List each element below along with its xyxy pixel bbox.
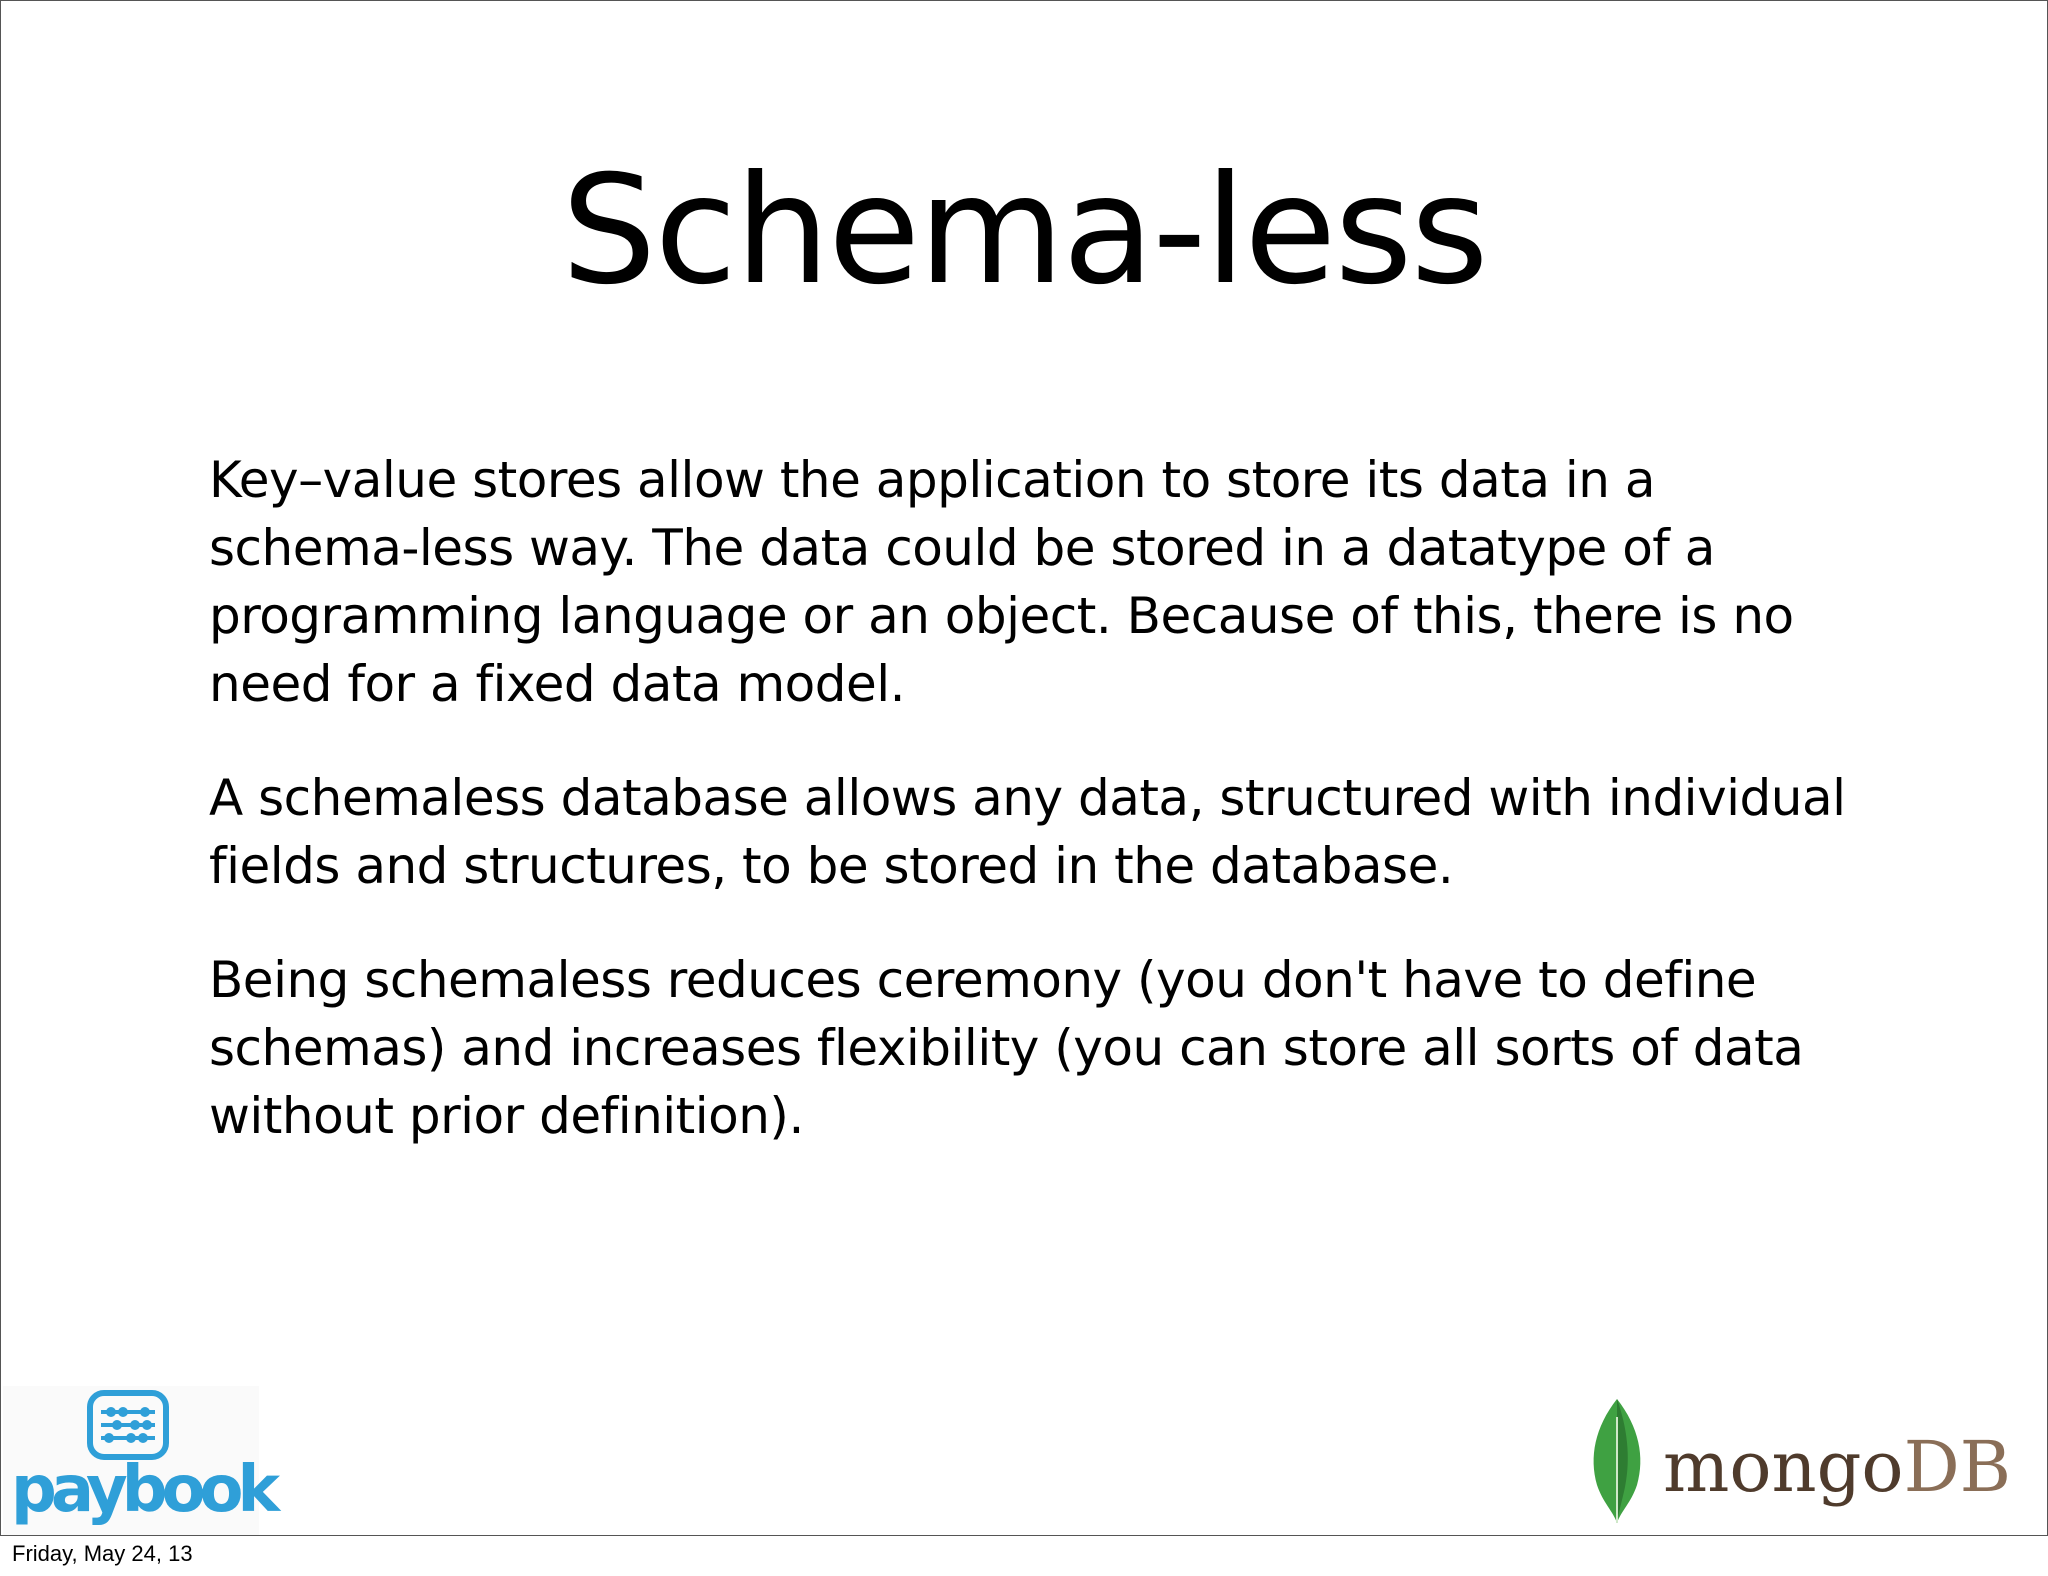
- mongodb-wordmark-db: DB: [1903, 1426, 2012, 1508]
- slide-body: [209, 446, 1849, 1196]
- paragraph-schemaless-database: A schemaless database allows any data, structured with individual fields and structures, to be stored in the database.: [209, 769, 1846, 895]
- mongodb-wordmark-mongo: mongo: [1663, 1426, 1904, 1508]
- mongodb-logo: [1587, 1391, 2027, 1531]
- leaf-icon: [1587, 1397, 1647, 1525]
- paybook-logo: [3, 1386, 275, 1536]
- footer-date: Friday, May 24, 13: [12, 1541, 193, 1566]
- slide-title: Schema-less: [561, 144, 1487, 318]
- paragraph-benefits: Being schemaless reduces ceremony (you don't have to define schemas) and increases flexibility (you can store all sorts of data without prior definition).: [209, 951, 1804, 1145]
- paragraph-key-value: Key–value stores allow the application to store its data in a schema-less way. The data could be stored in a datatype of a programming language or an object. Because of this, there is no need for a fixed data model.: [209, 451, 1794, 713]
- abacus-icon: [87, 1390, 169, 1460]
- paybook-wordmark: paybook: [11, 1453, 275, 1527]
- mongodb-wordmark: [1663, 1427, 2011, 1507]
